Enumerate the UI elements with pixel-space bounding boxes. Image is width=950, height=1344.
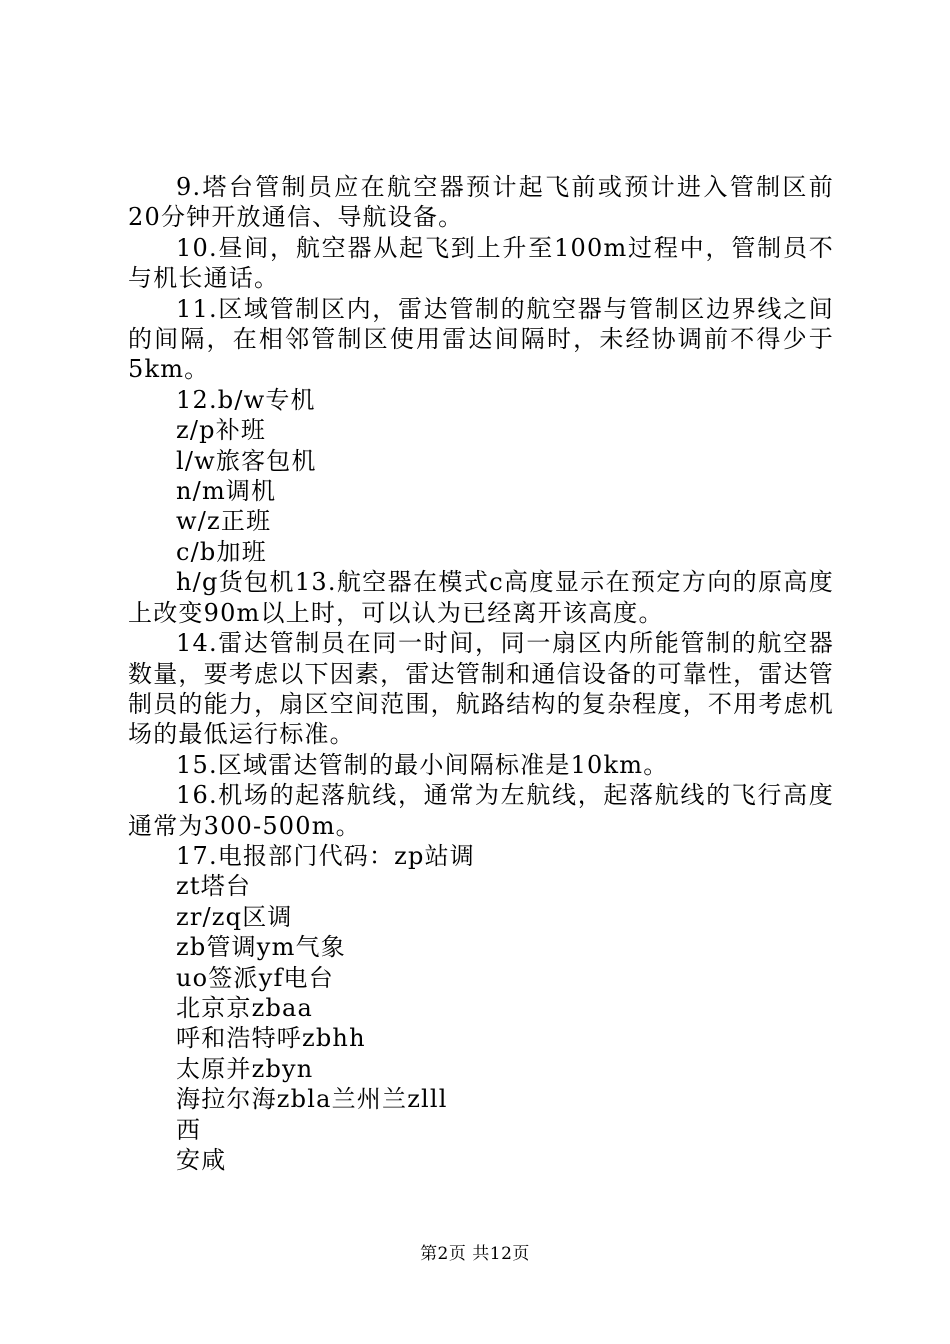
list-item: 西 xyxy=(176,1115,202,1144)
list-item: 呼和浩特呼zbhh xyxy=(176,1024,366,1053)
list-item-17: 17.电报部门代码：zp站调 xyxy=(176,841,475,870)
list-item: 安咸 xyxy=(176,1146,227,1174)
paragraph-16: 16.机场的起落航线，通常为左航线，起落航线的飞行高度通常为300-500m。 xyxy=(128,781,834,840)
paragraph-14: 14.雷达管制员在同一时间，同一扇区内所能管制的航空器数量，要考虑以下因素，雷达管制和通信设备的可靠性，雷达管制员的能力，扇区空间范围，航路结构的复杂程度，不用考虑机场的最低运行标准。 xyxy=(128,629,834,749)
paragraph-10: 10.昼间，航空器从起飞到上升至100m过程中，管制员不与机长通话。 xyxy=(128,233,834,293)
list-item: z/p补班 xyxy=(176,416,267,445)
list-item: uo签派yf电台 xyxy=(176,963,334,992)
list-item: w/z正班 xyxy=(176,507,272,536)
paragraph-11: 11.区域管制区内，雷达管制的航空器与管制区边界线之间的间隔，在相邻管制区使用雷达间隔时，未经协调前不得少于5km。 xyxy=(128,294,834,384)
list-item: n/m调机 xyxy=(176,477,277,506)
list-item-12: 12.b/w专机 xyxy=(176,385,316,414)
list-item: 太原并zbyn xyxy=(176,1054,314,1083)
list-item: zt塔台 xyxy=(176,872,252,901)
paragraph-15: 15.区域雷达管制的最小间隔标准是10km。 xyxy=(176,750,669,779)
paragraph-9: 9.塔台管制员应在航空器预计起飞前或预计进入管制区前20分钟开放通信、导航设备。 xyxy=(128,173,834,232)
list-item: 海拉尔海zbla兰州兰zlll xyxy=(176,1085,448,1114)
list-item: zb管调ym气象 xyxy=(176,933,346,962)
page-number-footer: 第2页 共12页 xyxy=(420,1244,530,1264)
list-item: c/b加班 xyxy=(176,537,267,566)
list-item: zr/zq区调 xyxy=(176,902,293,931)
list-item: l/w旅客包机 xyxy=(176,446,317,475)
document-body xyxy=(128,172,834,1175)
list-item: 北京京zbaa xyxy=(176,993,314,1022)
paragraph-13: h/g货包机13.航空器在模式c高度显示在预定方向的原高度上改变90m以上时，可以认为已经离开该高度。 xyxy=(128,568,834,627)
